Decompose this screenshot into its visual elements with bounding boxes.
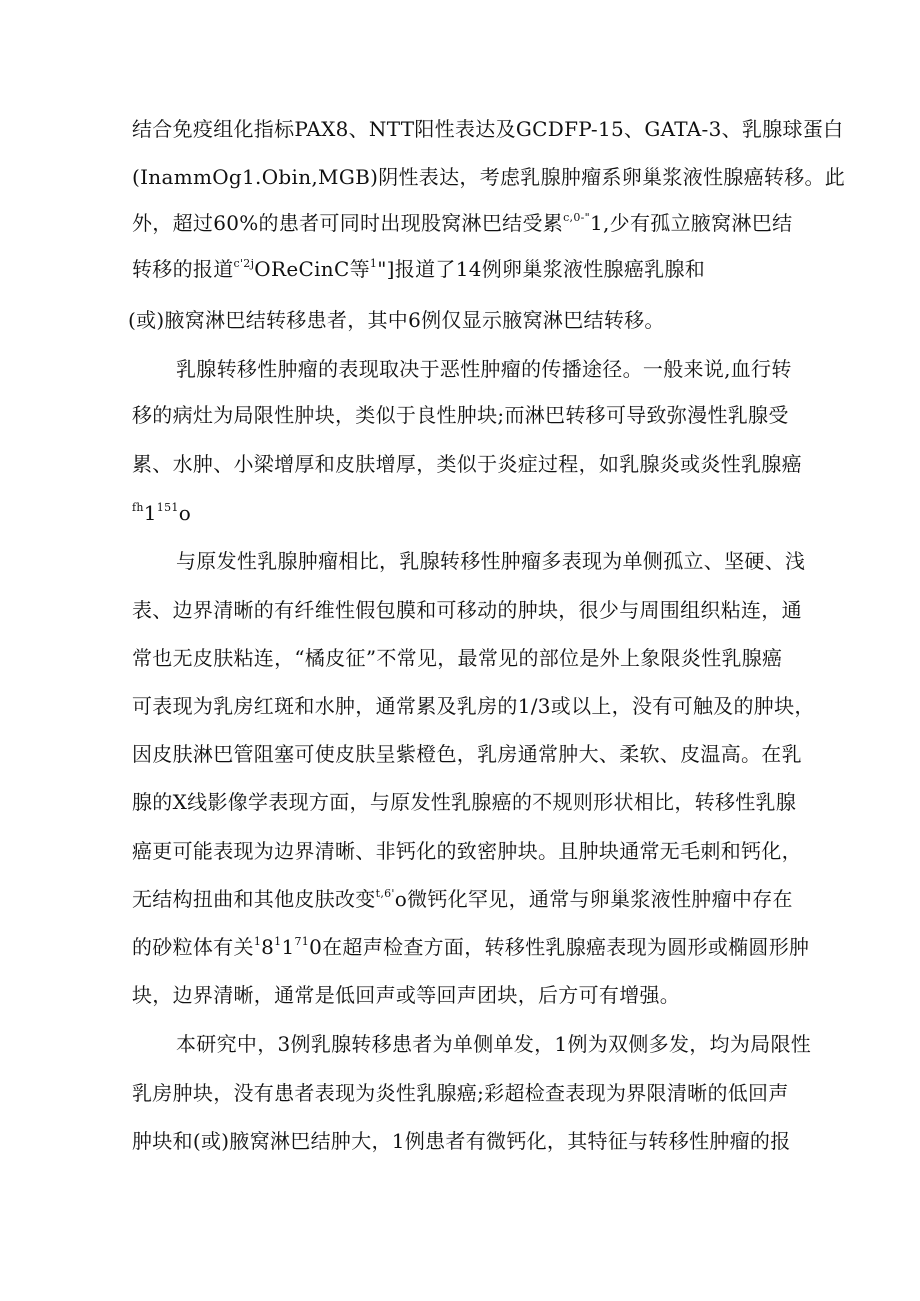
text-line: 乳房肿块，没有患者表现为炎性乳腺癌;彩超检查表现为界限清晰的低回声 [132,1081,789,1105]
text-line: 块，边界清晰，通常是低回声或等回声团块，后方可有增强。 [132,983,681,1007]
text-line: 肿块和(或)腋窝淋巴结肿大，1例患者有微钙化，其特征与转移性肿瘤的报 [132,1129,791,1153]
text-line: 因皮肤淋巴管阻塞可使皮肤呈紫橙色，乳房通常肿大、柔软、皮温高。在乳 [132,742,802,766]
citation-superscript: 1 [369,257,378,270]
paragraph-start-line: 本研究中，3例乳腺转移患者为单侧单发，1例为双侧多发，均为局限性 [176,1032,812,1056]
text-line: 移的病灶为局限性肿块，类似于良性肿块;而淋巴转移可导致弥漫性乳腺受 [132,403,789,427]
text-line: 累、水肿、小梁增厚和皮肤增厚，类似于炎症过程，如乳腺炎或炎性乳腺癌 [132,452,802,476]
text-line: $^{fh}1^{151}o$ [132,501,192,525]
citation-superscript: fh [132,501,144,514]
text-line: 的砂粒体有关$^18^11^{71}0$在超声检查方面，转移性乳腺癌表现为圆形或椭圆形肿 [132,935,810,959]
text-line: (InammOg1.Obin,MGB)阴性表达，考虑乳腺肿瘤系卵巢浆液性腺癌转移。此 [132,165,846,189]
citation-superscript: 1 [274,935,282,948]
text-line: 常也无皮肤粘连，“橘皮征”不常见，最常见的部位是外上象限炎性乳腺癌 [132,646,783,670]
text-line: 癌更可能表现为边界清晰、非钙化的致密肿块。且肿块通常无毛刺和钙化， [132,839,802,863]
text-line: 可表现为乳房红斑和水肿，通常累及乳房的1/3或以上，没有可触及的肿块， [132,694,815,718]
paragraph-start-line: 乳腺转移性肿瘤的表现取决于恶性肿瘤的传播途径。一般来说,血行转 [176,357,792,381]
citation-superscript: 151 [156,501,179,514]
citation-superscript: c'2j [233,257,255,270]
text-line: (或)腋窝淋巴结转移患者，其中6例仅显示腋窝淋巴结转移。 [128,308,665,332]
text-line: 结合免疫组化指标PAX8、NTT阳性表达及GCDFP-15、GATA-3、乳腺球蛋白 [132,117,844,141]
text-line: 外，超过60%的患者可同时出现股窝淋巴结受累$^{c,0-"}$1,少有孤立腋窝淋巴结 [132,211,793,235]
text-line: 表、边界清晰的有纤维性假包膜和可移动的肿块，很少与周围组织粘连，通 [132,598,802,622]
paragraph-start-line: 与原发性乳腺肿瘤相比，乳腺转移性肿瘤多表现为单侧孤立、坚硬、浅 [176,549,806,573]
text-line: 腺的X线影像学表现方面，与原发性乳腺癌的不规则形状相比，转移性乳腺 [132,790,797,814]
citation-superscript: c,0-" [563,211,590,224]
citation-superscript: 1 [253,935,262,948]
text-line: 无结构扭曲和其他皮肤改变$^{t,6'}$o微钙化罕见，通常与卵巢浆液性肿瘤中存在 [132,887,793,911]
citation-superscript: 71 [294,935,310,948]
text-line: 转移的报道$^{c'2j}$OReCinC等$^1$"]报道了14例卵巢浆液性腺癌乳腺和 [132,257,706,281]
citation-superscript: t,6' [375,887,395,900]
